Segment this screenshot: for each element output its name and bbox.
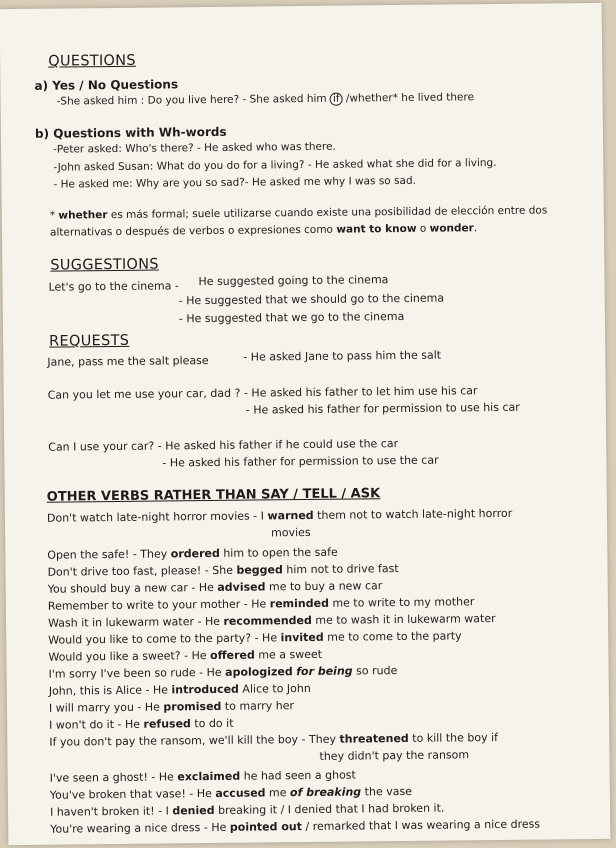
- text: Alice to John: [238, 681, 311, 696]
- verb: pointed out: [229, 820, 303, 834]
- verb-line-invited: [48, 629, 462, 647]
- text: to kill the boy if: [408, 730, 499, 745]
- yes-no-before: -She asked him : Do you live here? - She asked him: [56, 92, 331, 108]
- text: You're wearing a nice dress - He: [50, 820, 230, 836]
- verb-line-recommended: [48, 612, 496, 631]
- verb-line-exclaimed: [50, 768, 356, 785]
- italic-phrase: for being: [296, 664, 353, 679]
- note-star: *: [49, 209, 59, 222]
- verb-line-denied: [50, 802, 444, 820]
- text: I will marry you - He: [48, 700, 164, 715]
- verb: begged: [236, 563, 283, 577]
- verb-line-introduced: [49, 682, 311, 699]
- note2-wonder: wonder: [429, 222, 474, 235]
- text: me to wash it in lukewarm water: [311, 612, 496, 627]
- text: I haven't broken it! - I: [49, 804, 173, 819]
- text: him to open the safe: [219, 545, 338, 560]
- verb: threatened: [339, 731, 409, 746]
- circled-if: if: [330, 93, 343, 106]
- note-line-2: [50, 221, 477, 239]
- text: Remember to write to your mother - He: [47, 597, 270, 613]
- yes-no-after: /whether* he lived there: [342, 91, 475, 105]
- note-rest: es más formal; suele utilizarse cuando existe una posibilidad de elección entre dos: [107, 204, 548, 222]
- verb: promised: [163, 699, 222, 714]
- wh-line-2: -John asked Susan: What do you do for a living? - He asked what she did for a living.: [53, 156, 497, 174]
- text: You've broken that vase! - He: [49, 786, 216, 802]
- verb-line-promised: [49, 699, 294, 716]
- text: them not to watch late-night horror: [313, 506, 513, 522]
- wh-title: b) Questions with Wh-words: [34, 124, 227, 141]
- verb: accused: [215, 786, 266, 800]
- verb-line-begged: [47, 562, 398, 580]
- text: me a sweet: [254, 647, 323, 662]
- text: You should buy a new car - He: [47, 580, 218, 596]
- verb: denied: [172, 803, 215, 818]
- suggestions-heading: SUGGESTIONS: [50, 256, 159, 274]
- request-1: Jane, pass me the salt please: [47, 354, 209, 369]
- verb-line-refused: [49, 717, 234, 733]
- request-2-alt: - He asked his father for permission to use his car: [245, 400, 520, 417]
- requests-heading: REQUESTS: [49, 332, 130, 350]
- verb: offered: [210, 648, 255, 663]
- yes-no-title: a) Yes / No Questions: [34, 77, 179, 93]
- text: Wash it in lukewarm water - He: [48, 614, 224, 630]
- verb-line-advised: [48, 579, 383, 597]
- suggestion-2: - He suggested that we should go to the cinema: [178, 291, 445, 308]
- worksheet-page: [0, 3, 610, 845]
- verb-line-accused: [50, 785, 412, 803]
- italic-phrase: of breaking: [289, 785, 362, 800]
- verb: exclaimed: [177, 769, 241, 784]
- yes-no-example: [57, 90, 475, 108]
- verb-line-ordered: [47, 546, 337, 563]
- questions-heading: QUESTIONS: [48, 52, 136, 70]
- verb-line-reminded: [48, 595, 475, 613]
- text: I'm sorry I've been so rude - He: [48, 665, 226, 681]
- note2-want: want to know: [336, 222, 417, 236]
- verb: refused: [143, 717, 191, 731]
- note-whether: whether: [58, 209, 108, 222]
- verb-line-threatened-cont: they didn't pay the ransom: [319, 748, 470, 763]
- verb-line-threatened: [49, 731, 498, 750]
- verb: invited: [280, 630, 324, 645]
- verb: recommended: [223, 613, 312, 628]
- text: Don't watch late-night horror movies - I: [46, 509, 268, 525]
- text: I've seen a ghost! - He: [49, 770, 178, 785]
- suggestion-3: - He suggested that we go to the cinema: [178, 309, 405, 326]
- text: me to buy a new car: [265, 579, 383, 594]
- note-line-1: [50, 203, 548, 222]
- verb: reminded: [269, 596, 329, 611]
- suggestion-1: He suggested going to the cinema: [198, 273, 389, 289]
- verb-line-apologized: [49, 664, 398, 682]
- other-verbs-heading: OTHER VERBS RATHER THAN SAY / TELL / ASK: [46, 486, 381, 505]
- text: / remarked that I was wearing a nice dress: [301, 817, 541, 834]
- suggestion-lead: Let's go to the cinema -: [48, 279, 179, 294]
- text: so rude: [352, 664, 398, 678]
- text: John, this is Alice - He: [48, 683, 172, 698]
- verb: advised: [217, 580, 266, 594]
- verb: introduced: [171, 682, 239, 697]
- text: If you don't pay the ransom, we'll kill the boy - They: [49, 732, 340, 749]
- text: I won't do it - He: [49, 717, 144, 732]
- verb-line-warned: [47, 507, 512, 526]
- text: to marry her: [221, 699, 295, 713]
- text: me to write to my mother: [328, 595, 475, 610]
- note2-after: .: [473, 222, 478, 235]
- text: Would you like to come to the party? - He: [48, 631, 281, 647]
- text: him not to drive fast: [282, 562, 399, 577]
- note2-mid: o: [416, 222, 430, 235]
- verb-line-warned-cont: movies: [271, 525, 311, 540]
- request-3-alt: - He asked his father for permission to use the car: [162, 453, 439, 470]
- text: breaking it / I denied that I had broken it.: [214, 801, 445, 817]
- verb: ordered: [170, 546, 220, 561]
- text: the vase: [361, 784, 413, 799]
- text: me to come to the party: [323, 629, 462, 644]
- verb: warned: [267, 508, 314, 523]
- verb: apologized: [225, 665, 293, 679]
- wh-line-3: - He asked me: Why are you so sad?- He asked me why I was so sad.: [53, 174, 417, 191]
- text: Open the safe! - They: [47, 547, 171, 562]
- request-3: Can I use your car? - He asked his father if he could use the car: [48, 437, 399, 454]
- note2-before: alternativas o después de verbos o expresiones como: [49, 223, 337, 239]
- text: Would you like a sweet? - He: [48, 649, 211, 664]
- text: me: [265, 786, 291, 800]
- verb-line-offered: [48, 648, 322, 665]
- request-2: Can you let me use your car, dad ? - He asked his father to let him use his car: [47, 384, 478, 402]
- verb-line-pointed-out: [50, 818, 540, 837]
- text: he had seen a ghost: [240, 768, 356, 783]
- wh-line-1: -Peter asked: Who's there? - He asked who was there.: [53, 140, 336, 156]
- request-1-reported: - He asked Jane to pass him the salt: [243, 348, 442, 364]
- text: Don't drive too fast, please! - She: [47, 563, 237, 579]
- text: to do it: [190, 716, 234, 731]
